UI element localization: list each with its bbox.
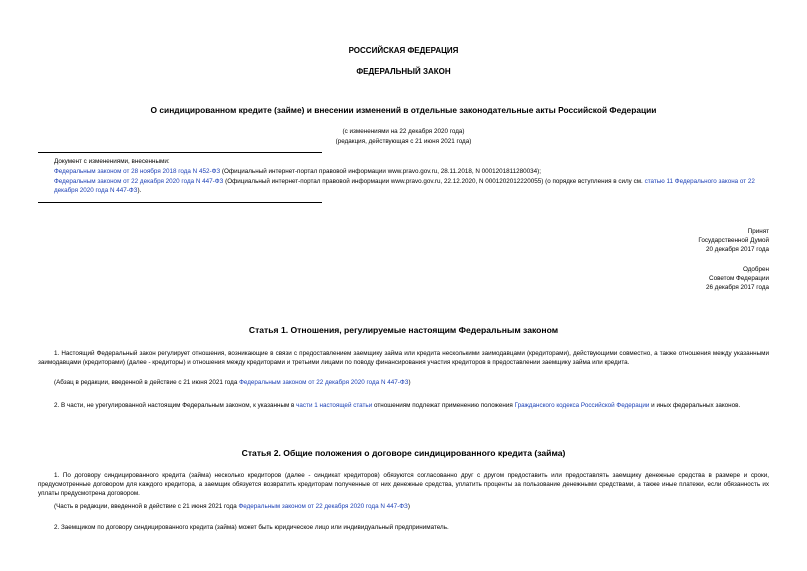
note-end: ) [408,379,411,386]
note-text: (Часть в редакции, введенной в действие с 21 июня 2021 года [54,503,239,510]
law-title: О синдицированном кредите (займе) и внесении изменений в отдельные законодательные акты Российской Федерации [150,105,657,115]
article-1-heading: Статья 1. Отношения, регулируемые настоящим Федеральным законом [248,325,559,335]
change-link-452fz[interactable]: Федеральным законом от 28 ноября 2018 года N 452-ФЗ [54,168,221,175]
changes-bottom-rule [38,202,322,203]
article-2-part-1: 1. По договору синдицированного кредита (займа) несколько кредиторов (далее - синдикат кредиторов) обязуются согласованно друг с другом предоставить или предоставлять заемщику денежные средства в размере и сроки, предусмотренные договором для каждого кредитора, а заемщик обязуется возвратить кредиторам полученные от них денежные средства, уплатить проценты за пользование денежными средствами, а также иные платежи, если обязанность их уплаты предусмотрена договором. [38,472,769,497]
note-text: (Абзац в редакции, введенной в действие с 21 июня 2021 года [54,379,240,386]
change-link-article11[interactable]: статью 11 Федерального закона от 22 декабря 2020 года N 447-ФЗ [54,178,755,194]
change-item-2-end: ). [137,187,142,194]
note-link-447fz[interactable]: Федеральным законом от 22 декабря 2020 года N 447-ФЗ [239,379,409,386]
adopted-by: Государственной Думой [698,237,769,244]
changes-intro: Документ с изменениями, внесенными: [54,158,170,165]
approved-by: Советом Федерации [709,275,769,282]
adopted-date: 20 декабря 2017 года [706,246,769,253]
article-2-heading: Статья 2. Общие положения о договоре синдицированного кредита (займа) [241,448,566,458]
approved-date: 26 декабря 2017 года [706,284,769,291]
approved-label: Одобрен [742,266,769,273]
changes-box [54,157,769,195]
link-part-1[interactable]: части 1 настоящей статьи [296,402,373,409]
change-item-2 [54,177,769,195]
article-2-part-2: 2. Заемщиком по договору синдицированного кредита (займа) может быть юридическое лицо или индивидуальный предприниматель. [54,524,449,531]
change-item-1-text: (Официальный интернет-портал правовой информации www.pravo.gov.ru, 28.11.2018, N 0001201811280034); [220,168,542,175]
adopted-label: Принят [747,228,769,235]
article-1-part-1: 1. Настоящий Федеральный закон регулирует отношения, возникающие в связи с предоставлением заемщику займа или кредита несколькими заимодавцами (кредиторами), действующими совместно, а также отношения между указанными заимодавцами (кредиторами) (далее - кредиторы) и отношения между кредиторами и третьими лицами по поводу финансирования участия кредиторов в предоставлении заемщику займа или кредита. [38,350,769,366]
changes-note: (с изменениями на 22 декабря 2020 года) [342,128,465,135]
article-2-part-1-note [38,502,769,511]
change-link-447fz[interactable]: Федеральным законом от 22 декабря 2020 года N 447-ФЗ [54,178,224,185]
doc-type-heading: ФЕДЕРАЛЬНЫЙ ЗАКОН [356,67,451,76]
changes-top-rule [38,152,322,153]
article-1-part-1-note [38,378,769,387]
part-2-text-c: и иных федеральных законов. [649,402,741,409]
change-item-2-text: (Официальный интернет-портал правовой информации www.pravo.gov.ru, 22.12.2020, N 0001202012220055) (о порядке вступления в силу см. [223,178,645,185]
adoption-block [698,227,769,292]
note-link-447fz[interactable]: Федеральным законом от 22 декабря 2020 года N 447-ФЗ [238,503,408,510]
link-civil-code[interactable]: Гражданского кодекса Российской Федерации [514,402,650,409]
edition-note: (редакция, действующая с 21 июня 2021 года) [335,138,472,145]
part-2-text-b: отношениям подлежат применению положения [372,402,515,409]
article-1-part-2 [38,401,769,410]
change-item-1 [54,167,769,176]
note-end: ) [407,503,410,510]
country-heading: РОССИЙСКАЯ ФЕДЕРАЦИЯ [348,46,459,55]
part-2-text-a: 2. В части, не урегулированной настоящим Федеральным законом, к указанным в [54,402,297,409]
